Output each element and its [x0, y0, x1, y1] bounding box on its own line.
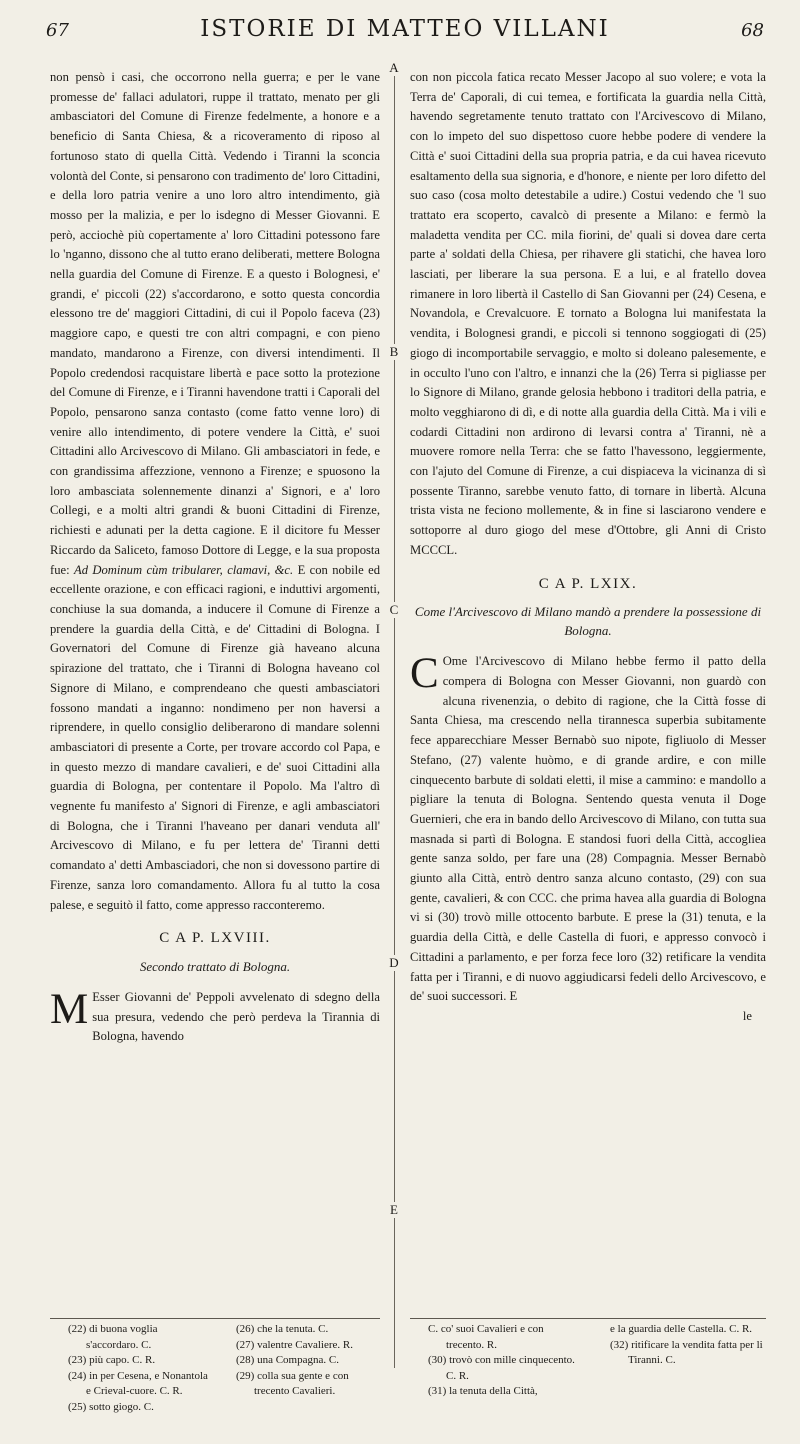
right-column: [410, 68, 766, 1027]
footnote: e la guardia delle Castella. C. R.: [610, 1323, 753, 1335]
footnote: (24) in per Cesena, e Nonantola e Crieval-cuore. C. R.: [68, 1369, 208, 1397]
body-paragraph: con non piccola fatica recato Messer Jacopo al suo volere; e vota la Terra de' Caporali, di cui temea, e fortificata la guardia nella Città, havendo segretamente tenuto trattato con l'Arcivescovo di Milano, con lo impeto del suo dispettoso cuore hebbe podere di vendere la Città e' suoi Cittadini della sua propria patria, e da cui havea ricevuto esaltamento della sua signoria, e d'honore, e niente per loro difetto del suo caso (cosa molto detestabile a udire.) Costui vedendo che 'l suo trattato era scoperto, cavalcò di presente a Milano: e fermò la maladetta vendita per CC. mila fiorini, de' quali si dovea dare certa parte a' soldati della Chiesa, per rihavere gli statichi, che havea loro lasciati, per liberare la sua persona. E a lui, e al fratello dovea rimanere in loro libertà il Castello di San Giovanni per (24) Cesena, e Novandola, e Crevalcuore. E tornato a Bologna lui manifestata la vendita, i Bolognesi grandi, e piccoli si tennono soggiogati di (25) giogo di incomportabile servaggio, e molto si doleano palesemente, e in occulto l'uno con l'altro, e innanzi che la (26) Terra si pigliasse per lo Signore di Milano, grande gelosia hebbono i traditori della patria, e molto vegghiarono di dì, e di notte alla guardia della Città. Ma i vili e codardi Cittadini non ardirono di levarsi contra a' Tiranni, nè a muovere romore nella Terra: che se fatto l'havessono, leggiermente, con l'ajuto del Comune di Firenze, a cui dispiaceva la vicinanza di sì possente Tiranno, sarebbe venuto fatto, di tornare in libertà. Alcuna trista vista ne feciono mollemente, & in fine si lasciarono vendere e sottoporre al duro giogo del mese d'Ottobre, gli Anni di Cristo MCCCL.: [410, 70, 766, 557]
footnote: (28) una Compagna. C.: [236, 1354, 339, 1366]
margin-marker-b: B: [383, 344, 405, 360]
margin-marker-e: E: [383, 1202, 405, 1218]
chapter-subtitle: Secondo trattato di Bologna.: [139, 958, 291, 974]
footnote: (26) che la tenuta. C.: [236, 1323, 329, 1335]
latin-quote: Ad Dominum cùm tribularer, clamavi, &c.: [74, 562, 294, 577]
footnotes-left: [50, 1322, 380, 1432]
chapter-subtitle: Come l'Arcivescovo di Milano mandò a prendere la possessione di Bologna.: [414, 604, 762, 639]
footnote-rule-left: [50, 1318, 380, 1319]
page-number-right: 68: [741, 20, 764, 41]
column-divider: [394, 68, 395, 1368]
chapter-heading: C A P. LXIX.: [538, 575, 638, 592]
body-paragraph: [50, 68, 380, 915]
footnote: (27) valentre Cavaliere. R.: [236, 1338, 353, 1351]
drop-cap: C: [410, 650, 439, 698]
catchword: le: [742, 1008, 752, 1023]
paragraph-text: E con nobile ed eccellente orazione, e con efficaci ragioni, e induttivi argomenti, conchiuse la sua domanda, a inducere il Comune di Firenze a prendere la guardia della Città, e de' Cittadini di Bologna. I Governatori del Comune di Firenze già haveano alcuna spirazione del trattato, che i Tiranni di Bologna haveano col Signore di Milano, e comprendeano che questi ambasciatori fossono mandati a inganno: nondimeno per non haversi a riprendere, in quello consiglio deliberarono di mandare solenni ambasciatori di presente a Corte, per trovare accordo col Papa, e in questo mezzo di mandare cavalieri, e de' suoi Cittadini alla guardia di Bologna, per contentare il Popolo. Ma l'altro dì vegnente fu manifesto a' Signori di Firenze, e agli ambasciatori di Bologna, che i Tiranni l'haveano per danari venduta all' Arcivescovo di Milano, e fu per lettera de' Tiranni detti comandato a' detti Ambasciadori, che non si dovessono partire di Firenze, sanza loro comandamento. Allora fu al tutto la cosa palese, e seguitò il fatto, come appresso racconteremo.: [50, 562, 380, 912]
footnote: (31) la tenuta della Città,: [428, 1385, 538, 1397]
chapter-opening-paragraph: [410, 652, 766, 1007]
paragraph-text: Esser Giovanni de' Peppoli avvelenato di sdegno della sua presura, vedendo che però perdeva la Tirannia di Bologna, havendo: [92, 989, 380, 1044]
drop-cap: M: [50, 985, 89, 1033]
footnotes-right: [410, 1322, 766, 1432]
paragraph-text: non pensò i casi, che occorrono nella guerra; e per le vane promesse de' fallaci adulatori, ruppe il trattato, menato per gli ambasciatori del Comune di Firenze fedelmente, a honore e a beneficio di Santa Chiesa, & a ricoveramento di riposo al fortunoso stato di quella Città. Vedendo i Tiranni la sconcia volontà del Conte, si pensarono con tradimento de' loro Cittadini, e della loro patria venire a uno loro altro intendimento, già mosso per la malizia, e per lo isdegno di Messer Giovanni. E però, acciochè più copertamente a' loro Cittadini potessono fare lo 'nganno, dissono che al tutto erano deliberati, mettere Bologna nella guardia del Comune di Firenze. E a questo i Bolognesi, e' grandi, e' piccoli (22) s'accordarono, e sotto questa concordia elessono tre de' maggiori Cittadini, di cui il Popolo faceva (23) maggiore capo, e questi tre con altri compagni, e con pieno mandato, mandarono a Firenze, con diversi intendimenti. Il Popolo credendosi racquistare libertà e pace sotto la protezione del Comune di Firenze, e i Tiranni havendone tratti i Caporali del Popolo, pensarono sanza contasto (come fatto venne loro) di venire allo intendimento, di potere vendere la Città, e' suoi Cittadini allo Arcivescovo di Milano. Gli ambasciatori in fede, e con grandissima affezzione, vennono a Firenze; e spuosono la loro ambasciata solennemente dinanzi a' Signori, e a' loro Collegi, e a molti altri grandi & buoni Cittadini di Firenze, richiesti e adunati per la detta cagione. E il dicitore fu Messer Riccardo da Saliceto, famoso Dottore di Legge, e la sua proposta fue:: [50, 70, 380, 577]
chapter-heading: C A P. LXVIII.: [159, 930, 271, 947]
margin-marker-c: C: [383, 602, 405, 618]
paragraph-text: Ome l'Arcivescovo di Milano hebbe fermo il patto della compera di Bologna con Messer Giovanni, non guardò con alcuna rivenenzia, o debito di ragione, che la Città fosse di Santa Chiesa, ma crescendo nella tirannesca superbia subitamente fece apparecchiare Messer Bernabò suo nipote, figliuolo di Messer Stefano, (27) valente huòmo, e di grande ardire, e con mille cinquecento barbute di soldati eletti, il mise a cammino: e mandollo a pigliare la tenuta di Bologna. Sentendo questa venuta il Doge Guernieri, che era in bando dello Arcivescovo di Milano, con tutta sua masnada si partì di Bologna. E standosi fuori della Città, accogliea gente sanza soldo, per fare una (28) Compagnia. Messer Bernabò giunto alla Città, entrò dentro sanza alcuno contasto, (29) con sua gente, cavalieri, & con CCC. che prima havea alla guardia di Bologna vi si (30) trovò mille ottocento barbute. E prese la (31) tenuta, e la guardia della Città, e delle Castella di fuori, e appresso convocò i Cittadini a parlamento, e per forza fece loro (32) retificare la vendita fatta per i Tiranni, e di nuovo aggiudicarsi fedeli dello Arcivescovo, e de' suoi successori. E: [410, 654, 766, 1004]
running-title: ISTORIE DI MATTEO VILLANI: [200, 16, 610, 42]
footnote: (22) di buona voglia s'accordaro. C.: [68, 1323, 158, 1351]
footnote: (23) più capo. C. R.: [68, 1354, 156, 1366]
page-number-left: 67: [46, 20, 69, 41]
footnote: (29) colla sua gente e con trecento Cavalieri.: [236, 1369, 349, 1397]
footnote: (32) ritificare la vendita fatta per li Tiranni. C.: [610, 1338, 763, 1366]
column-gutter: [382, 0, 406, 1444]
footnote: (30) trovò con mille cinquecento. C. R.: [428, 1354, 575, 1382]
footnote: C. co' suoi Cavalieri e con trecento. R.: [428, 1323, 544, 1351]
margin-marker-a: A: [383, 60, 405, 76]
margin-marker-d: D: [383, 955, 405, 971]
footnote: (25) sotto giogo. C.: [68, 1400, 154, 1413]
footnote-rule-right: [410, 1318, 766, 1319]
left-column: [50, 68, 380, 1047]
chapter-opening-paragraph: [50, 985, 380, 1047]
